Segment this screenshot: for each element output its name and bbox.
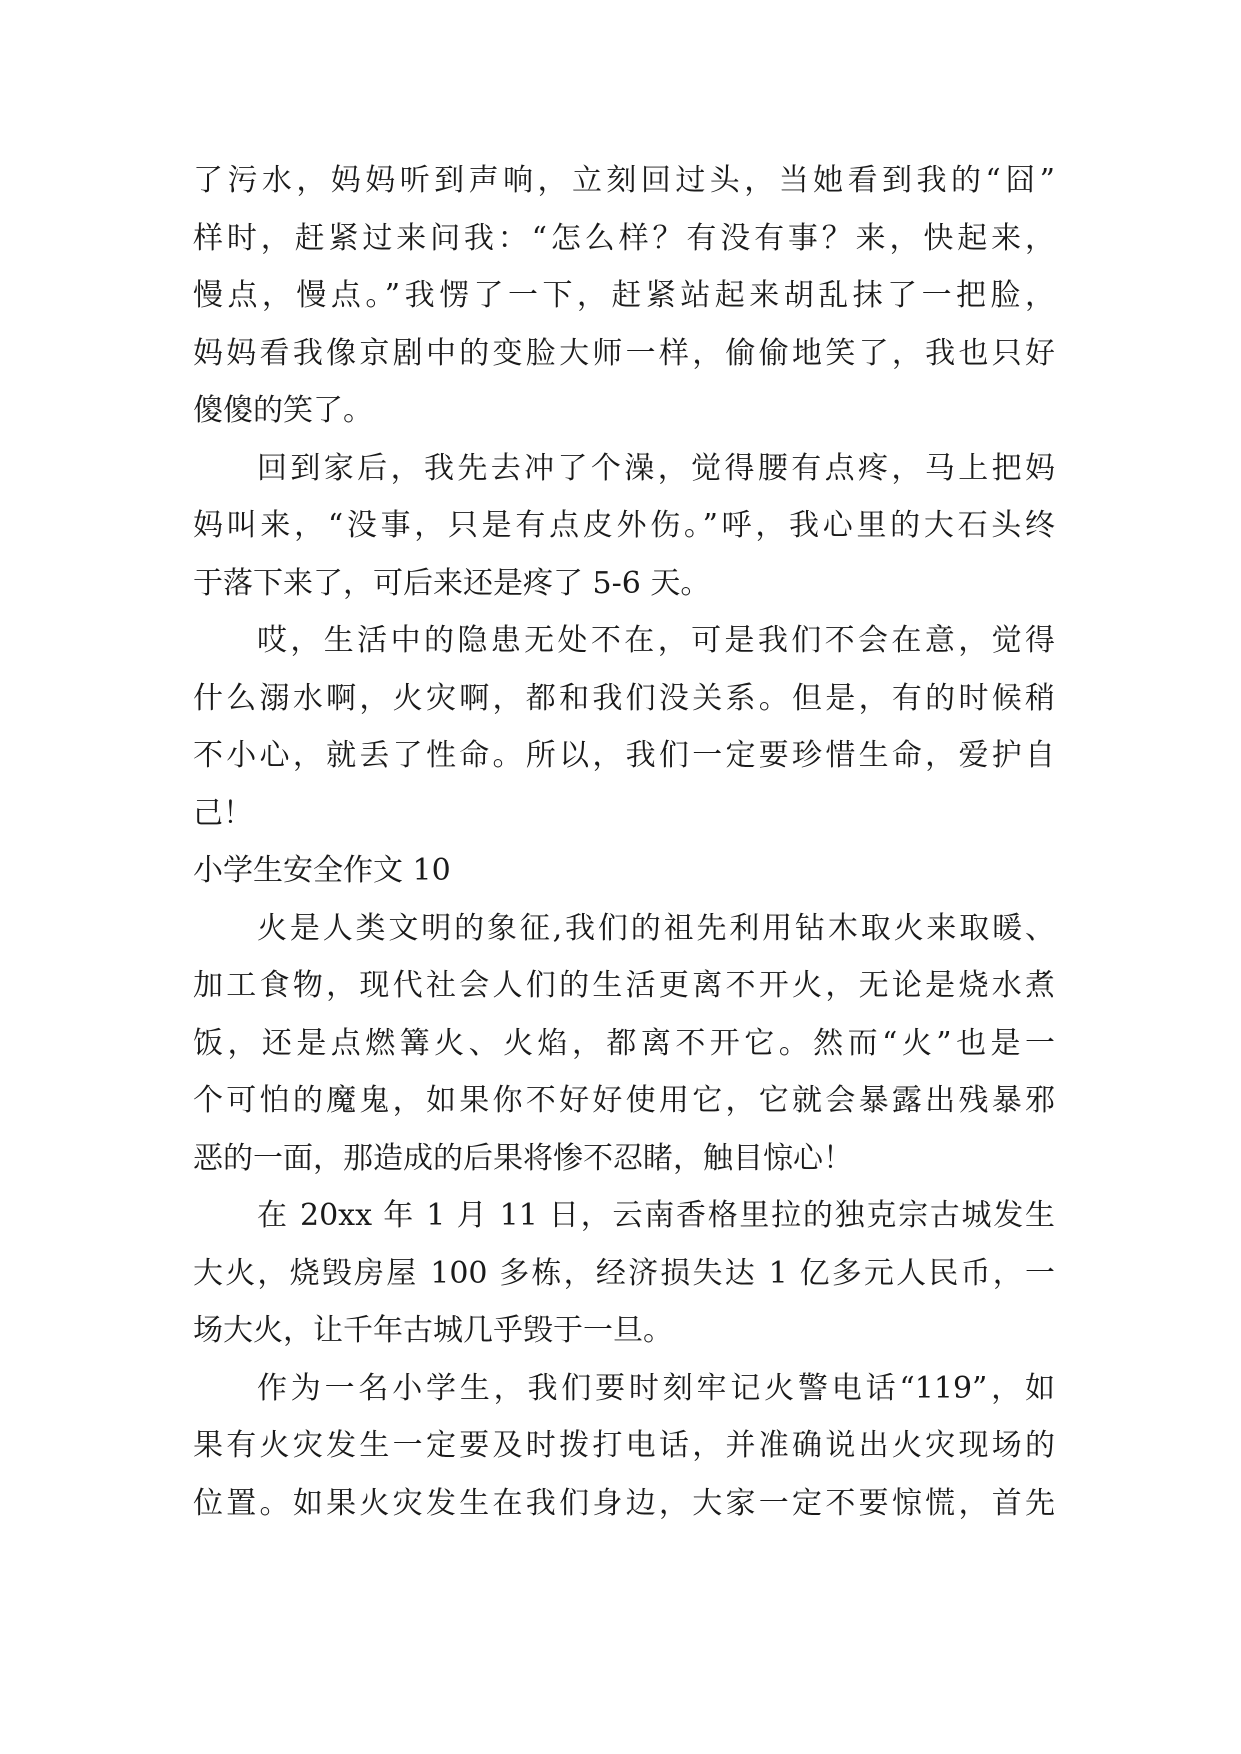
paragraph <box>193 440 1055 613</box>
text-line: 妈叫来，“没事，只是有点皮外伤。”呼，我心里的大石头终 <box>193 508 1055 543</box>
paragraph <box>193 1360 1055 1533</box>
text-line: 回到家后，我先去冲了个澡，觉得腰有点疼，马上把妈 <box>257 450 1055 486</box>
document-body <box>193 152 1055 1532</box>
text-line: 场大火，让千年古城几乎毁于一旦。 <box>193 1313 673 1348</box>
text-line: 大火，烧毁房屋 100 多栋，经济损失达 1 亿多元人民币，一 <box>193 1255 1055 1291</box>
paragraph <box>193 152 1055 440</box>
paragraph <box>193 1187 1055 1360</box>
text-line: 在 20xx 年 1 月 11 日，云南香格里拉的独克宗古城发生 <box>257 1198 1055 1233</box>
text-line: 果有火灾发生一定要及时拨打电话，并准确说出火灾现场的 <box>193 1428 1055 1463</box>
text-line: 位置。如果火灾发生在我们身边，大家一定不要惊慌，首先 <box>193 1485 1055 1521</box>
text-line: 样时，赶紧过来问我：“怎么样？有没有事？来，快起来， <box>193 220 1055 256</box>
text-line: 哎，生活中的隐患无处不在，可是我们不会在意，觉得 <box>257 623 1055 658</box>
text-line: 火是人类文明的象征,我们的祖先利用钻木取火来取暖、 <box>257 910 1055 946</box>
section-heading: 小学生安全作文 10 <box>193 853 451 888</box>
text-line: 己！ <box>193 795 253 831</box>
text-line: 恶的一面，那造成的后果将惨不忍睹，触目惊心！ <box>193 1140 853 1176</box>
paragraph <box>193 612 1055 842</box>
text-line: 个可怕的魔鬼，如果你不好好使用它，它就会暴露出残暴邪 <box>193 1083 1055 1118</box>
text-line: 作为一名小学生，我们要时刻牢记火警电话“119”，如 <box>257 1370 1055 1406</box>
text-line: 加工食物，现代社会人们的生活更离不开火，无论是烧水煮 <box>193 968 1055 1003</box>
text-line: 妈妈看我像京剧中的变脸大师一样，偷偷地笑了，我也只好 <box>193 335 1055 371</box>
text-line: 于落下来了，可后来还是疼了 5-6 天。 <box>193 565 711 601</box>
text-line: 慢点，慢点。”我愣了一下，赶紧站起来胡乱抹了一把脸， <box>193 278 1055 313</box>
paragraph <box>193 900 1055 1188</box>
text-line: 什么溺水啊，火灾啊，都和我们没关系。但是，有的时候稍 <box>193 680 1055 716</box>
text-line: 不小心，就丢了性命。所以，我们一定要珍惜生命，爱护自 <box>193 738 1055 773</box>
text-line: 了污水，妈妈听到声响，立刻回过头，当她看到我的“囧” <box>193 163 1055 198</box>
text-line: 饭，还是点燃篝火、火焰，都离不开它。然而“火”也是一 <box>193 1025 1055 1061</box>
text-line: 傻傻的笑了。 <box>193 393 373 428</box>
